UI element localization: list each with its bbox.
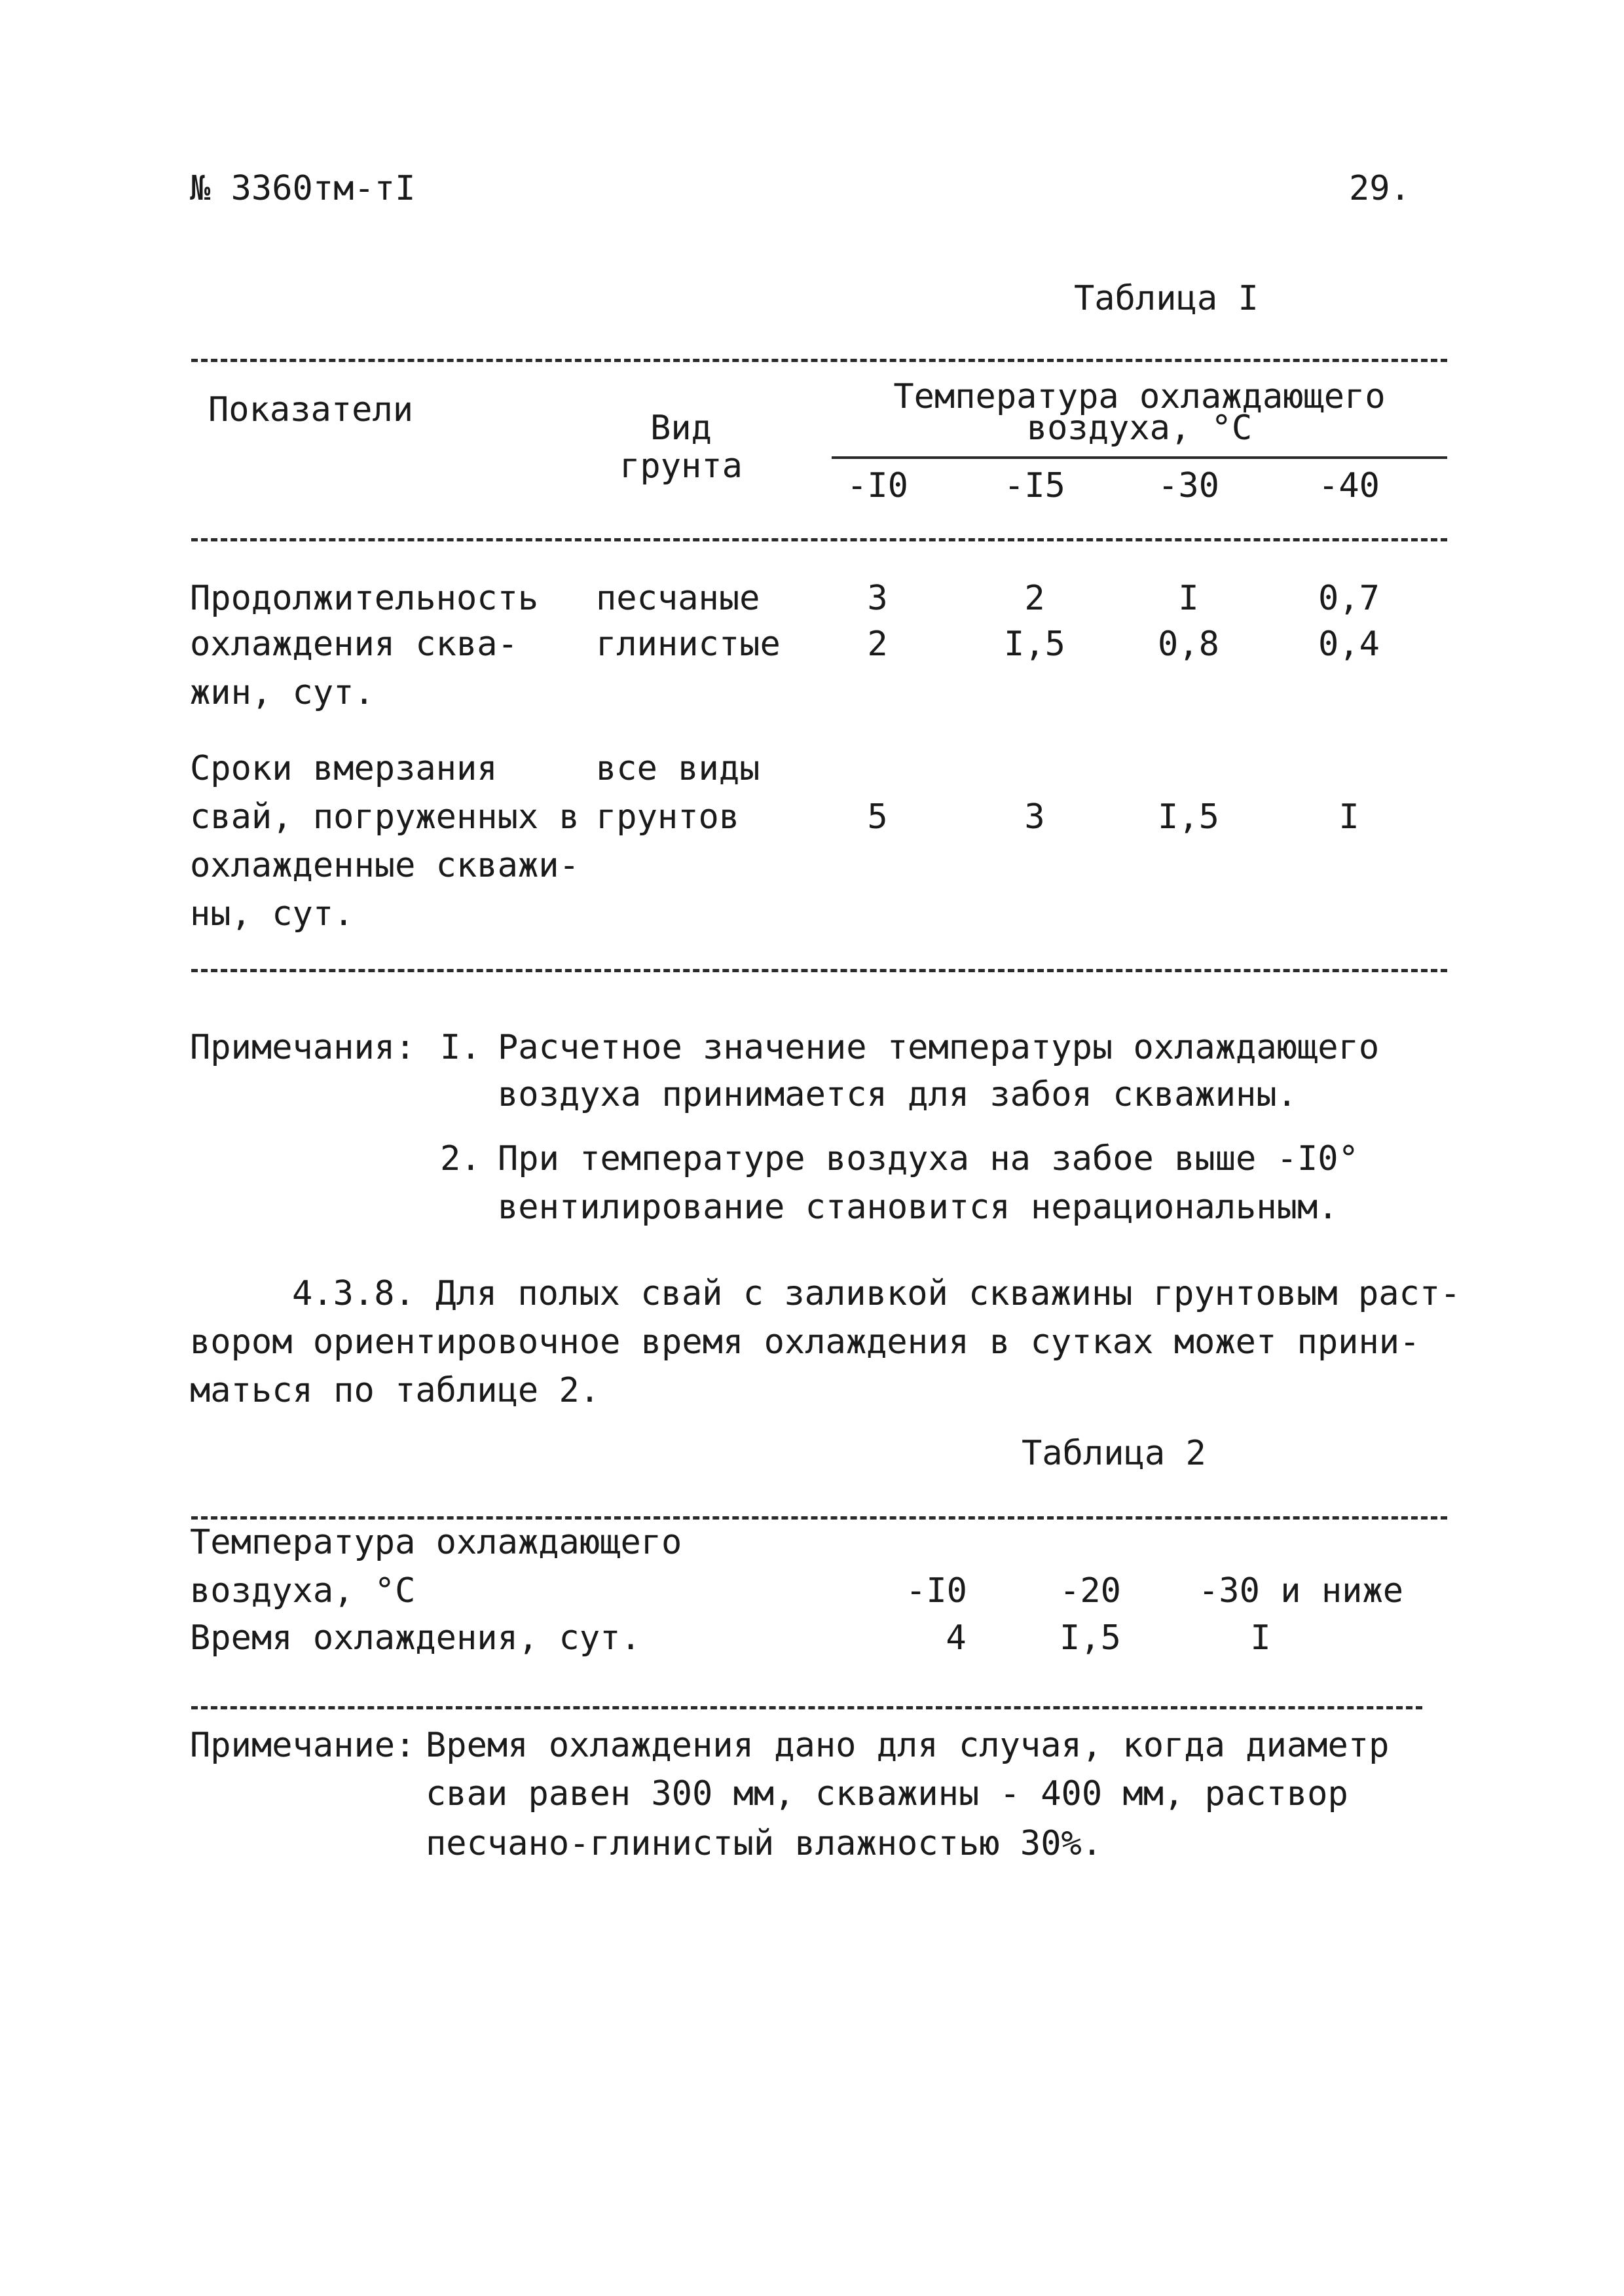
table1-cell: 3 (867, 579, 888, 618)
table1-indicator-label: охлаждения сква- (190, 625, 518, 664)
table1-cell: I (1338, 797, 1359, 837)
table2-row-label: Температура охлаждающего (190, 1523, 682, 1562)
table2-row-label: воздуха, °С (190, 1571, 416, 1611)
table1-indicator-label: охлажденные скважи- (190, 846, 580, 885)
table1-soil-type: все виды (596, 749, 760, 788)
table1-soil-type: глинистые (596, 625, 781, 664)
note-text: вентилирование становится нерациональным. (498, 1188, 1338, 1227)
table1-header-rule (191, 538, 1447, 541)
table1-cell: I,5 (1158, 797, 1219, 837)
table1-cell: 5 (867, 797, 888, 837)
table2-temp: -I0 (906, 1571, 967, 1611)
table1-temp-header: -I0 (847, 466, 908, 505)
table2-time: 4 (946, 1618, 967, 1658)
note-text: воздуха принимается для забоя скважины. (498, 1075, 1297, 1114)
page-number: 29. (1349, 169, 1411, 208)
table2-time: I (1250, 1618, 1271, 1658)
table1-cell: 3 (1024, 797, 1045, 837)
table1-header-soil: Вид (650, 409, 712, 448)
table1-temp-header: -40 (1318, 466, 1380, 505)
table2-time: I,5 (1060, 1618, 1121, 1658)
table1-cell: I,5 (1004, 625, 1065, 664)
table1-cell: 2 (867, 625, 888, 664)
table2-row-label: Время охлаждения, сут. (190, 1618, 641, 1658)
note-text: Расчетное значение температуры охлаждающего (498, 1028, 1380, 1067)
table1-indicator-label: свай, погруженных в (190, 797, 580, 837)
table1-indicator-label: жин, сут. (190, 673, 375, 712)
table1-header-temperature: воздуха, °С (1026, 409, 1253, 448)
table1-temp-header: -I5 (1004, 466, 1065, 505)
note-text: При температуре воздуха на забое выше -I0° (498, 1139, 1359, 1178)
note-text: песчано-глинистый влажностью 30%. (426, 1824, 1103, 1863)
table1-cell: 0,7 (1318, 579, 1380, 618)
document-number: № 3360тм-тI (190, 169, 416, 208)
table1-header-temperature: Температура охлаждающего (893, 377, 1386, 416)
table1-indicator-label: Продолжительность (190, 579, 539, 618)
table1-cell: I (1178, 579, 1199, 618)
paragraph-line: маться по таблице 2. (190, 1371, 600, 1410)
paragraph-line: вором ориентировочное время охлаждения в сутках может прини- (190, 1322, 1420, 1362)
notes-label: Примечания: (190, 1028, 416, 1067)
table1-header-divider (832, 456, 1447, 459)
table1-soil-type: грунтов (596, 797, 740, 837)
table1-cell: 2 (1024, 579, 1045, 618)
table2-caption: Таблица 2 (1022, 1434, 1206, 1473)
table1-header-soil: грунта (619, 446, 743, 486)
note-text: Время охлаждения дано для случая, когда диаметр (426, 1726, 1390, 1765)
table1-soil-type: песчаные (596, 579, 760, 618)
table2-top-rule (191, 1516, 1447, 1520)
note-number: 2. (440, 1139, 481, 1178)
table1-cell: 0,4 (1318, 625, 1380, 664)
table1-caption: Таблица I (1074, 279, 1259, 318)
paragraph-line: 4.3.8. Для полых свай с заливкой скважины грунтовым раст- (292, 1274, 1461, 1313)
table2-temp: -30 и ниже (1198, 1571, 1404, 1611)
table1-indicator-label: ны, сут. (190, 894, 354, 934)
table1-top-rule (191, 359, 1447, 362)
table1-cell: 0,8 (1158, 625, 1219, 664)
note-text: сваи равен 300 мм, скважины - 400 мм, раствор (426, 1774, 1348, 1813)
notes-label: Примечание: (190, 1726, 416, 1765)
note-number: I. (440, 1028, 481, 1067)
table1-indicator-label: Сроки вмерзания (190, 749, 498, 788)
table1-bottom-rule (191, 969, 1447, 972)
table1-temp-header: -30 (1158, 466, 1219, 505)
table1-header-indicators: Показатели (208, 390, 414, 429)
table2-bottom-rule (191, 1706, 1422, 1709)
table2-temp: -20 (1060, 1571, 1121, 1611)
